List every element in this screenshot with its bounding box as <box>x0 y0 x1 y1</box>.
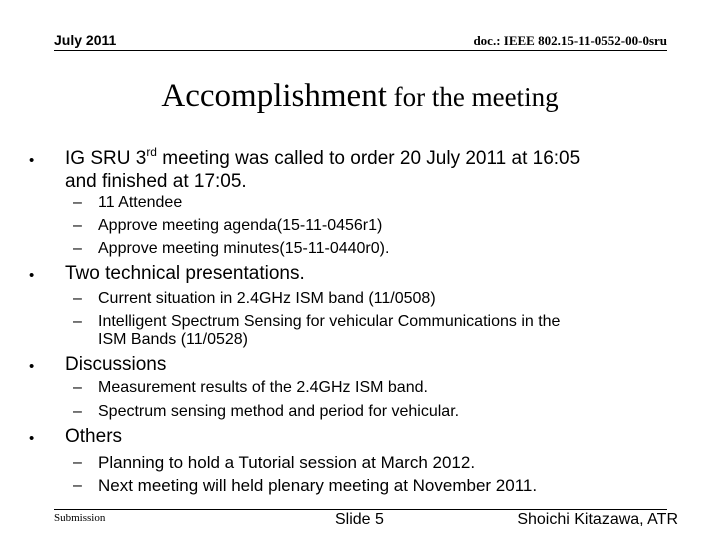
dash-icon: – <box>73 290 82 307</box>
bullet-4-text: Others <box>65 426 123 447</box>
bullet-3-sub-2: Spectrum sensing method and period for vehicular. <box>98 403 460 420</box>
slide-title-part1: Accomplishment <box>161 78 387 114</box>
footer-divider <box>54 509 667 510</box>
dash-icon: – <box>73 194 82 211</box>
bullet-icon: • <box>29 152 35 169</box>
dash-icon: – <box>73 379 82 396</box>
bullet-2-sub-1: Current situation in 2.4GHz ISM band (11/0508) <box>98 290 436 307</box>
bullet-1-superscript: rd <box>146 145 157 159</box>
bullet-icon: • <box>29 267 35 284</box>
bullet-1-sub-2: Approve meeting agenda(15-11-0456r1) <box>98 217 383 234</box>
bullet-4-sub-1: Planning to hold a Tutorial session at March 2012. <box>98 453 476 472</box>
dash-icon: – <box>73 403 82 420</box>
dash-icon: – <box>73 240 82 257</box>
header-divider <box>54 50 667 51</box>
dash-icon: – <box>73 313 82 330</box>
dash-icon: – <box>73 217 82 234</box>
bullet-icon: • <box>29 430 35 447</box>
bullet-3-sub-1: Measurement results of the 2.4GHz ISM band. <box>98 379 428 396</box>
footer-author: Shoichi Kitazawa, ATR <box>517 511 678 528</box>
bullet-icon: • <box>29 358 35 375</box>
bullet-1-line-1 <box>65 145 581 170</box>
document-reference: doc.: IEEE 802.15-11-0552-00-0sru <box>473 33 667 48</box>
bullet-2-text: Two technical presentations. <box>65 263 305 284</box>
header-date: July 2011 <box>54 32 117 48</box>
slide-number: Slide 5 <box>335 511 384 528</box>
bullet-2-sub-2-line-1: Intelligent Spectrum Sensing for vehicular Communications in the <box>98 313 561 330</box>
bullet-3-text: Discussions <box>65 354 167 375</box>
slide-title-part2: for the meeting <box>386 82 559 112</box>
bullet-1-text-end: meeting was called to order 20 July 2011 at 16:05 <box>156 148 581 169</box>
footer-submission: Submission <box>54 512 106 524</box>
bullet-1-sub-1: 11 Attendee <box>98 194 183 211</box>
dash-icon: – <box>73 454 82 471</box>
bullet-1-text-start: IG SRU 3 <box>65 148 147 169</box>
bullet-1-sub-3: Approve meeting minutes(15-11-0440r0). <box>98 240 390 257</box>
slide-title <box>0 78 720 115</box>
bullet-4-sub-2: Next meeting will held plenary meeting at November 2011. <box>98 476 538 495</box>
dash-icon: – <box>73 477 82 494</box>
bullet-1-line-2: and finished at 17:05. <box>65 171 247 192</box>
bullet-2-sub-2-line-2: ISM Bands (11/0528) <box>98 331 249 348</box>
